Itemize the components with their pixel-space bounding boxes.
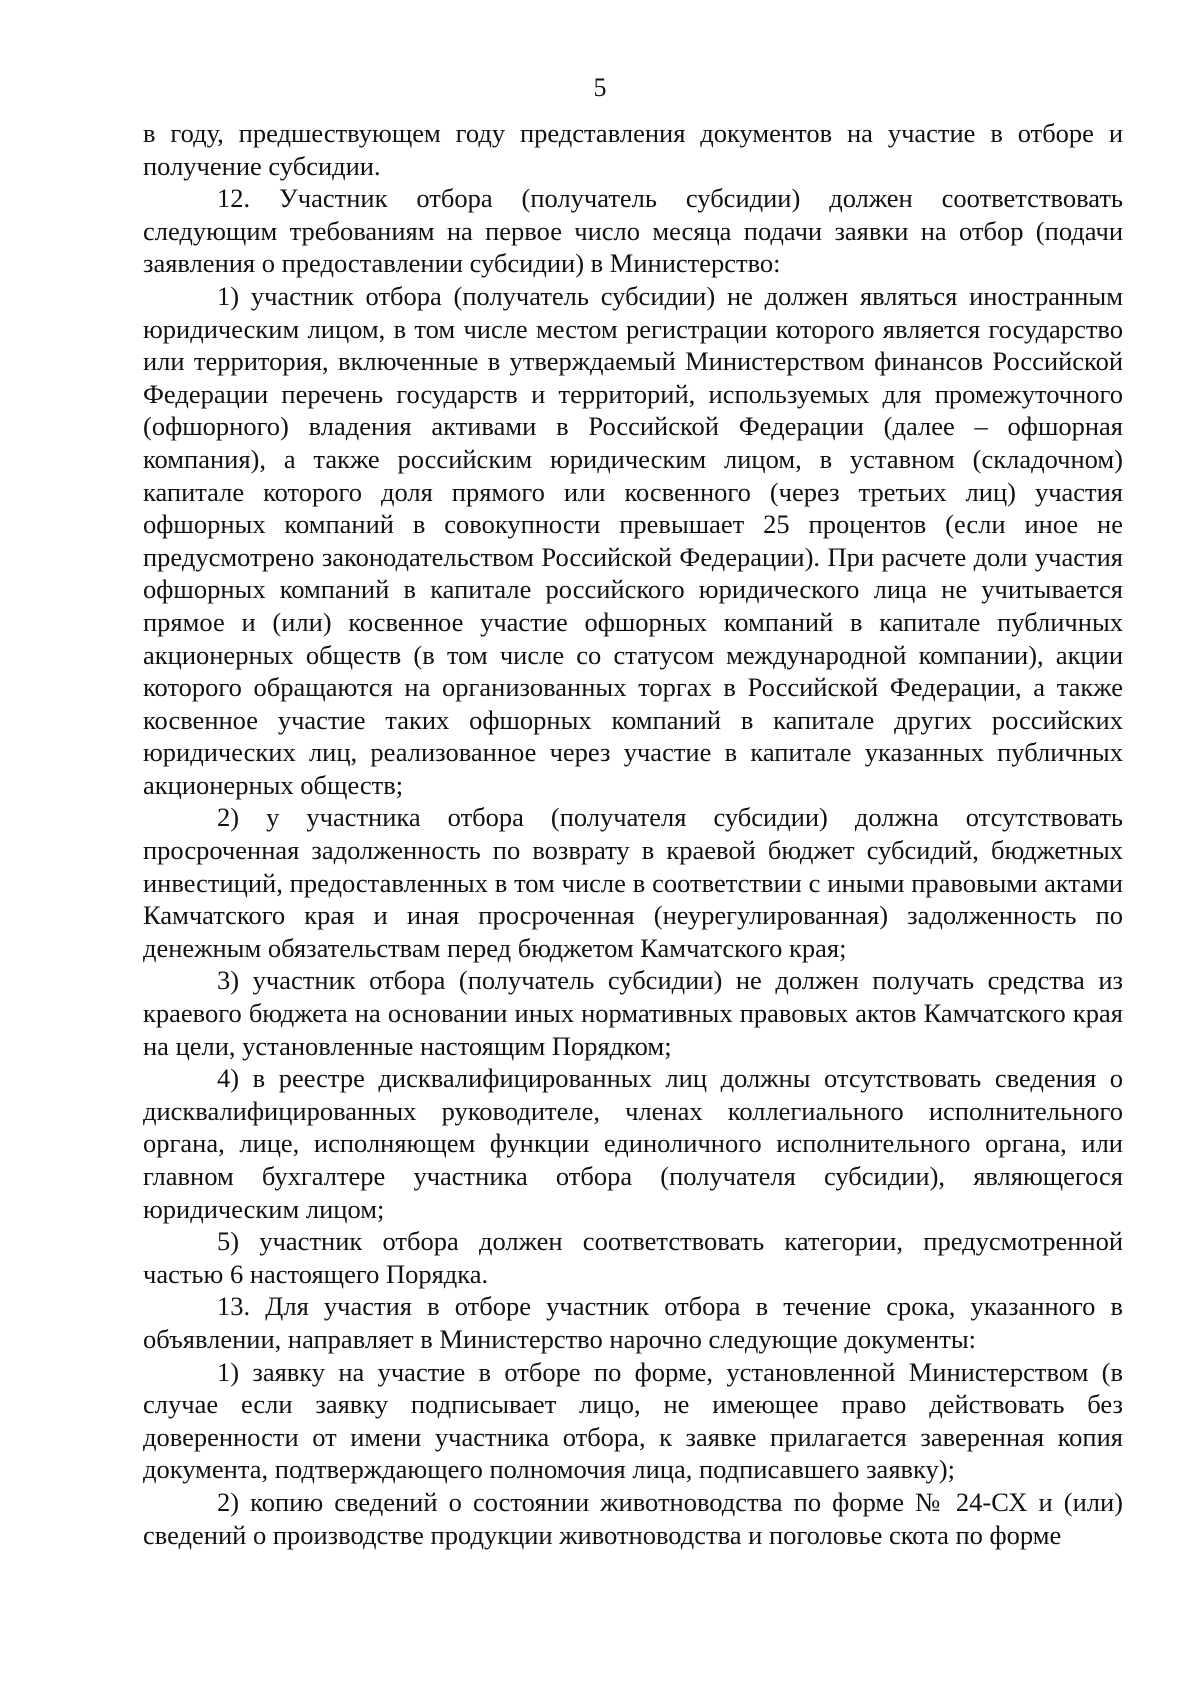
paragraph-12-subitem-2: 2) у участника отбора (получателя субсидии) должна отсутствовать просроченная задолженность по возврату в краевой бюджет субсидий, бюджетных инвестиций, предоставленных в том числе в соответствии с иными правовыми актами Камчатского края и иная просроченная (неурегулированная) задолженность по денежным обязательствам перед бюджетом Камчатского края; — [143, 802, 1123, 963]
document-body — [143, 117, 1123, 1551]
paragraph-12-subitem-3: 3) участник отбора (получатель субсидии) не должен получать средства из краевого бюджета на основании иных нормативных правовых актов Камчатского края на цели, установленные настоящим Порядком; — [143, 965, 1123, 1061]
paragraph-13-subitem-2: 2) копию сведений о состоянии животноводства по форме № 24-СХ и (или) сведений о производстве продукции животноводства и поголовье скота по форме — [143, 1486, 1123, 1550]
paragraph-12-subitem-5: 5) участник отбора должен соответствовать категории, предусмотренной частью 6 настоящего Порядка. — [143, 1226, 1123, 1289]
paragraph-item-13: 13. Для участия в отборе участник отбора в течение срока, указанного в объявлении, направляет в Министерство нарочно следующие документы: — [143, 1291, 1123, 1354]
paragraph-continuation: в году, предшествующем году представления документов на участие в отборе и получение субсидии. — [143, 118, 1123, 181]
paragraph-13-subitem-1: 1) заявку на участие в отборе по форме, установленной Министерством (в случае если заявку подписывает лицо, не имеющее право действовать без доверенности от имени участника отбора, к заявке прилагается заверенная копия документа, подтверждающего полномочия лица, подписавшего заявку); — [143, 1356, 1123, 1485]
paragraph-item-12: 12. Участник отбора (получатель субсидии) должен соответствовать следующим требованиям на первое число месяца подачи заявки на отбор (подачи заявления о предоставлении субсидии) в Министерство: — [143, 183, 1123, 279]
paragraph-12-subitem-1: 1) участник отбора (получатель субсидии) не должен являться иностранным юридическим лицом, в том числе местом регистрации которого является государство или территория, включенные в утверждаемый Министерством финансов Российской Федерации перечень государств и территорий, используемых для промежуточного (офшорного) владения активами в Российской Федерации (далее – офшорная компания), а также российским юридическим лицом, в уставном (складочном) капитале которого доля прямого или косвенного (через третьих лиц) участия офшорных компаний в совокупности превышает 25 процентов (если иное не предусмотрено законодательством Российской Федерации). При расчете доли участия офшорных компаний в капитале российского юридического лица не учитывается прямое и (или) косвенное участие офшорных компаний в капитале публичных акционерных обществ (в том числе со статусом международной компании), акции которого обращаются на организованных торгах в Российской Федерации, а также косвенное участие таких офшорных компаний в капитале других российских юридических лиц, реализованное через участие в капитале указанных публичных акционерных обществ; — [143, 280, 1123, 800]
page-number: 5 — [593, 73, 607, 102]
paragraph-12-subitem-4: 4) в реестре дисквалифицированных лиц должны отсутствовать сведения о дисквалифицированных руководителе, членах коллегиального исполнительного органа, лице, исполняющем функции единоличного исполнительного органа, или главном бухгалтере участника отбора (получателя субсидии), являющегося юридическим лицом; — [143, 1063, 1123, 1224]
